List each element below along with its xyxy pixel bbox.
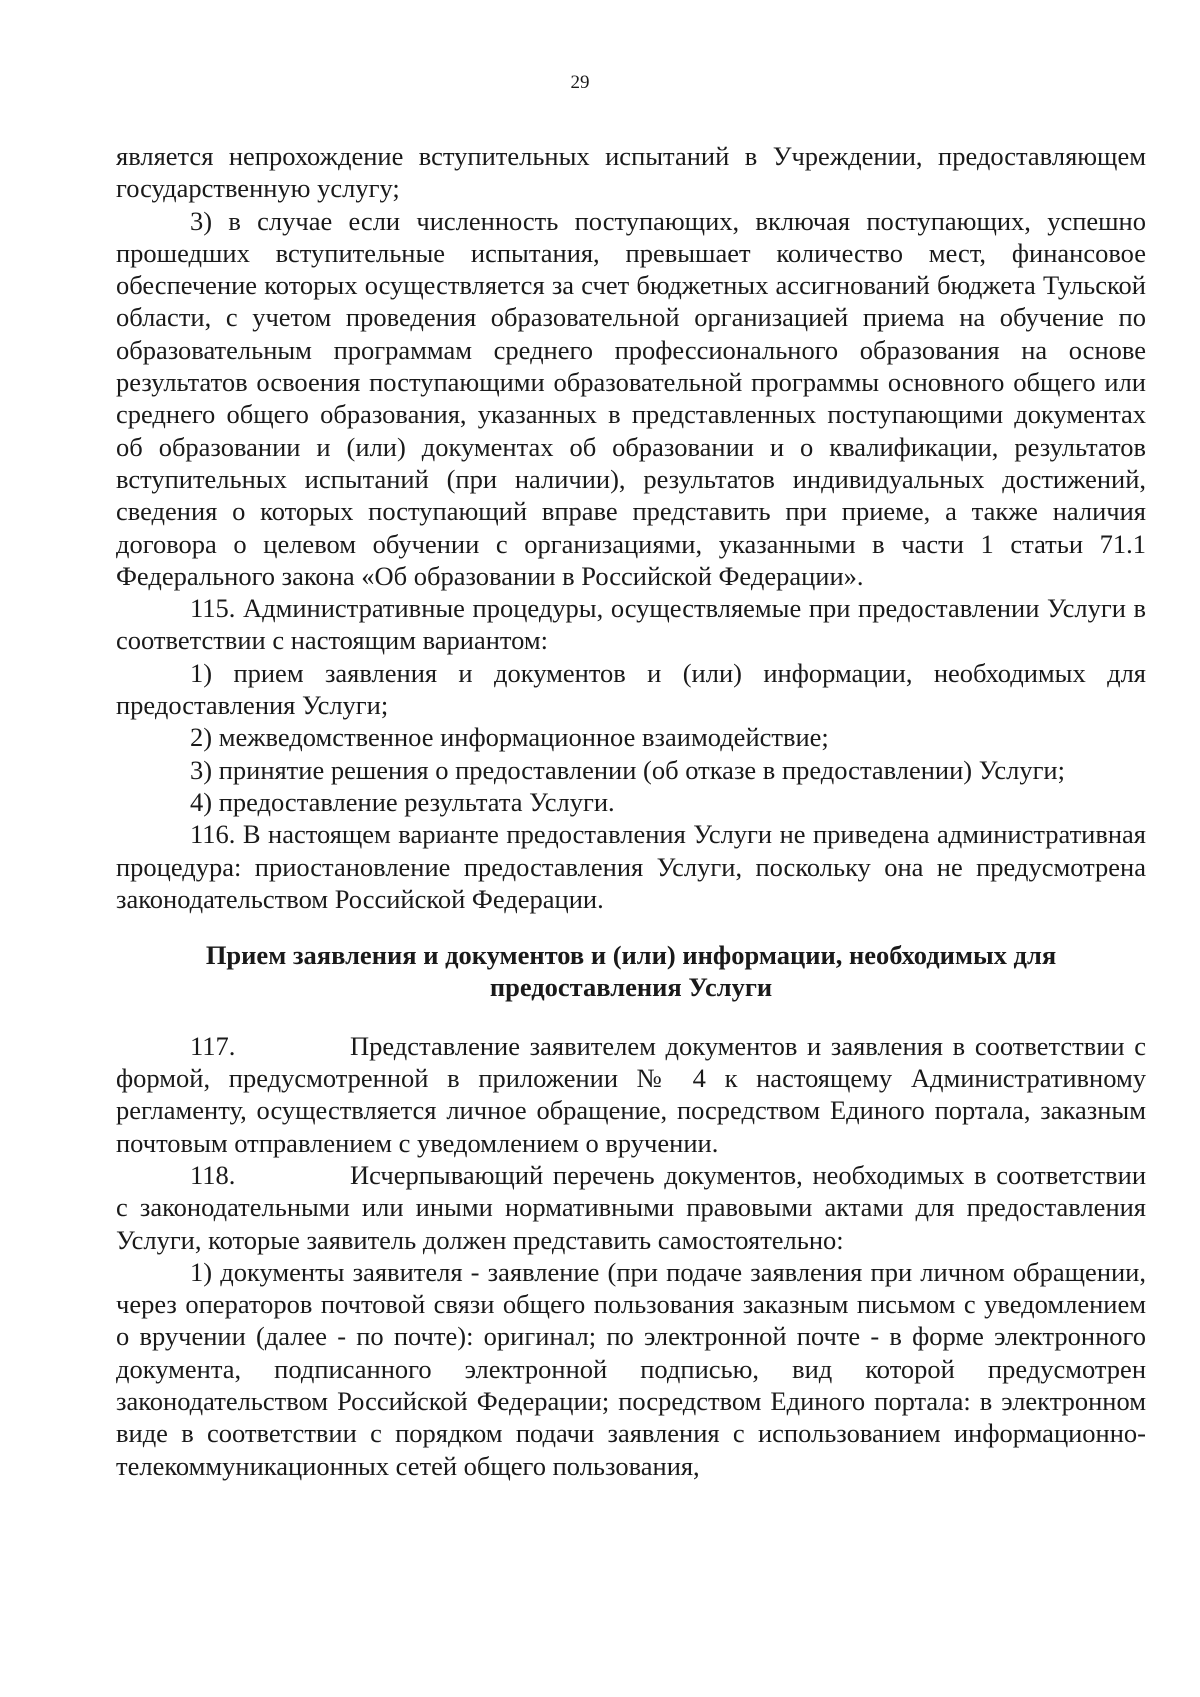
page-number: 29 [570, 72, 590, 93]
paragraph-118 [116, 1159, 1146, 1256]
paragraph-continuation: является непрохождение вступительных испытаний в Учреждении, предоставляющем государственную услугу; [116, 141, 1146, 204]
document-body [116, 140, 1146, 1482]
paragraph-clause-3: 3) в случае если численность поступающих, включая поступающих, успешно прошедших вступительные испытания, превышает количество мест, финансовое обеспечение которых осуществляется за счет бюджетных ассигнований бюджета Тульской области, с учетом проведения образовательной организацией приема на обучение по образовательным программам среднего профессионального образования на основе результатов освоения поступающими образовательной программы основного общего или среднего общего образования, указанных в представленных поступающими документах об образовании и (или) документах об образовании и о квалификации, результатов вступительных испытаний (при наличии), результатов индивидуальных достижений, сведения о которых поступающий вправе представить при приеме, а также наличия договора о целевом обучении с организациями, указанными в части 1 статьи 71.1 Федерального закона «Об образовании в Российской Федерации». [116, 205, 1146, 591]
paragraph-117-text: Представление заявителем документов и заявления в соответствии с формой, предусмотренной в приложении № 4 к настоящему Административному регламенту, осуществляется личное обращение, посредством Единого портала, заказным почтовым отправлением с уведомлением о вручении. [116, 1030, 1146, 1158]
paragraph-116: 116. В настоящем варианте предоставления Услуги не приведена административная процедура: приостановление предоставления Услуги, поскольку она не предусмотрена законодательством Российской Федерации. [116, 819, 1146, 914]
paragraph-118-item-1: 1) документы заявителя - заявление (при подаче заявления при личном обращении, через операторов почтовой связи общего пользования заказным письмом с уведомлением о вручении (далее - по почте): оригинал; по электронной почте - в форме электронного документа, подписанного электронной подписью, вид которой предусмотрен законодательством Российской Федерации; посредством Единого портала: в электронном виде в соответствии с порядком подачи заявления с использованием информационно-телекоммуникационных сетей общего пользования, [116, 1256, 1146, 1481]
list-item-1: 1) прием заявления и документов и (или) информации, необходимых для предоставления Услуги; [116, 657, 1146, 721]
list-item-4: 4) предоставление результата Услуги. [190, 786, 615, 817]
section-heading: Прием заявления и документов и (или) информации, необходимых для предоставления Услуги [205, 940, 1057, 1003]
paragraph-117 [116, 1030, 1146, 1159]
list-item-3: 3) принятие решения о предоставлении (об отказе в предоставлении) Услуги; [190, 754, 1065, 785]
list-item-2: 2) межведомственное информационное взаимодействие; [190, 722, 829, 753]
paragraph-115: 115. Административные процедуры, осуществляемые при предоставлении Услуги в соответствии с настоящим вариантом: [116, 593, 1146, 656]
paragraph-118-number: 118. [190, 1159, 236, 1190]
paragraph-117-number: 117. [190, 1030, 236, 1061]
paragraph-118-text: Исчерпывающий перечень документов, необходимых в соответствии с законодательными или иными нормативными правовыми актами для предоставления Услуги, которые заявитель должен представить самостоятельно: [116, 1159, 1146, 1255]
